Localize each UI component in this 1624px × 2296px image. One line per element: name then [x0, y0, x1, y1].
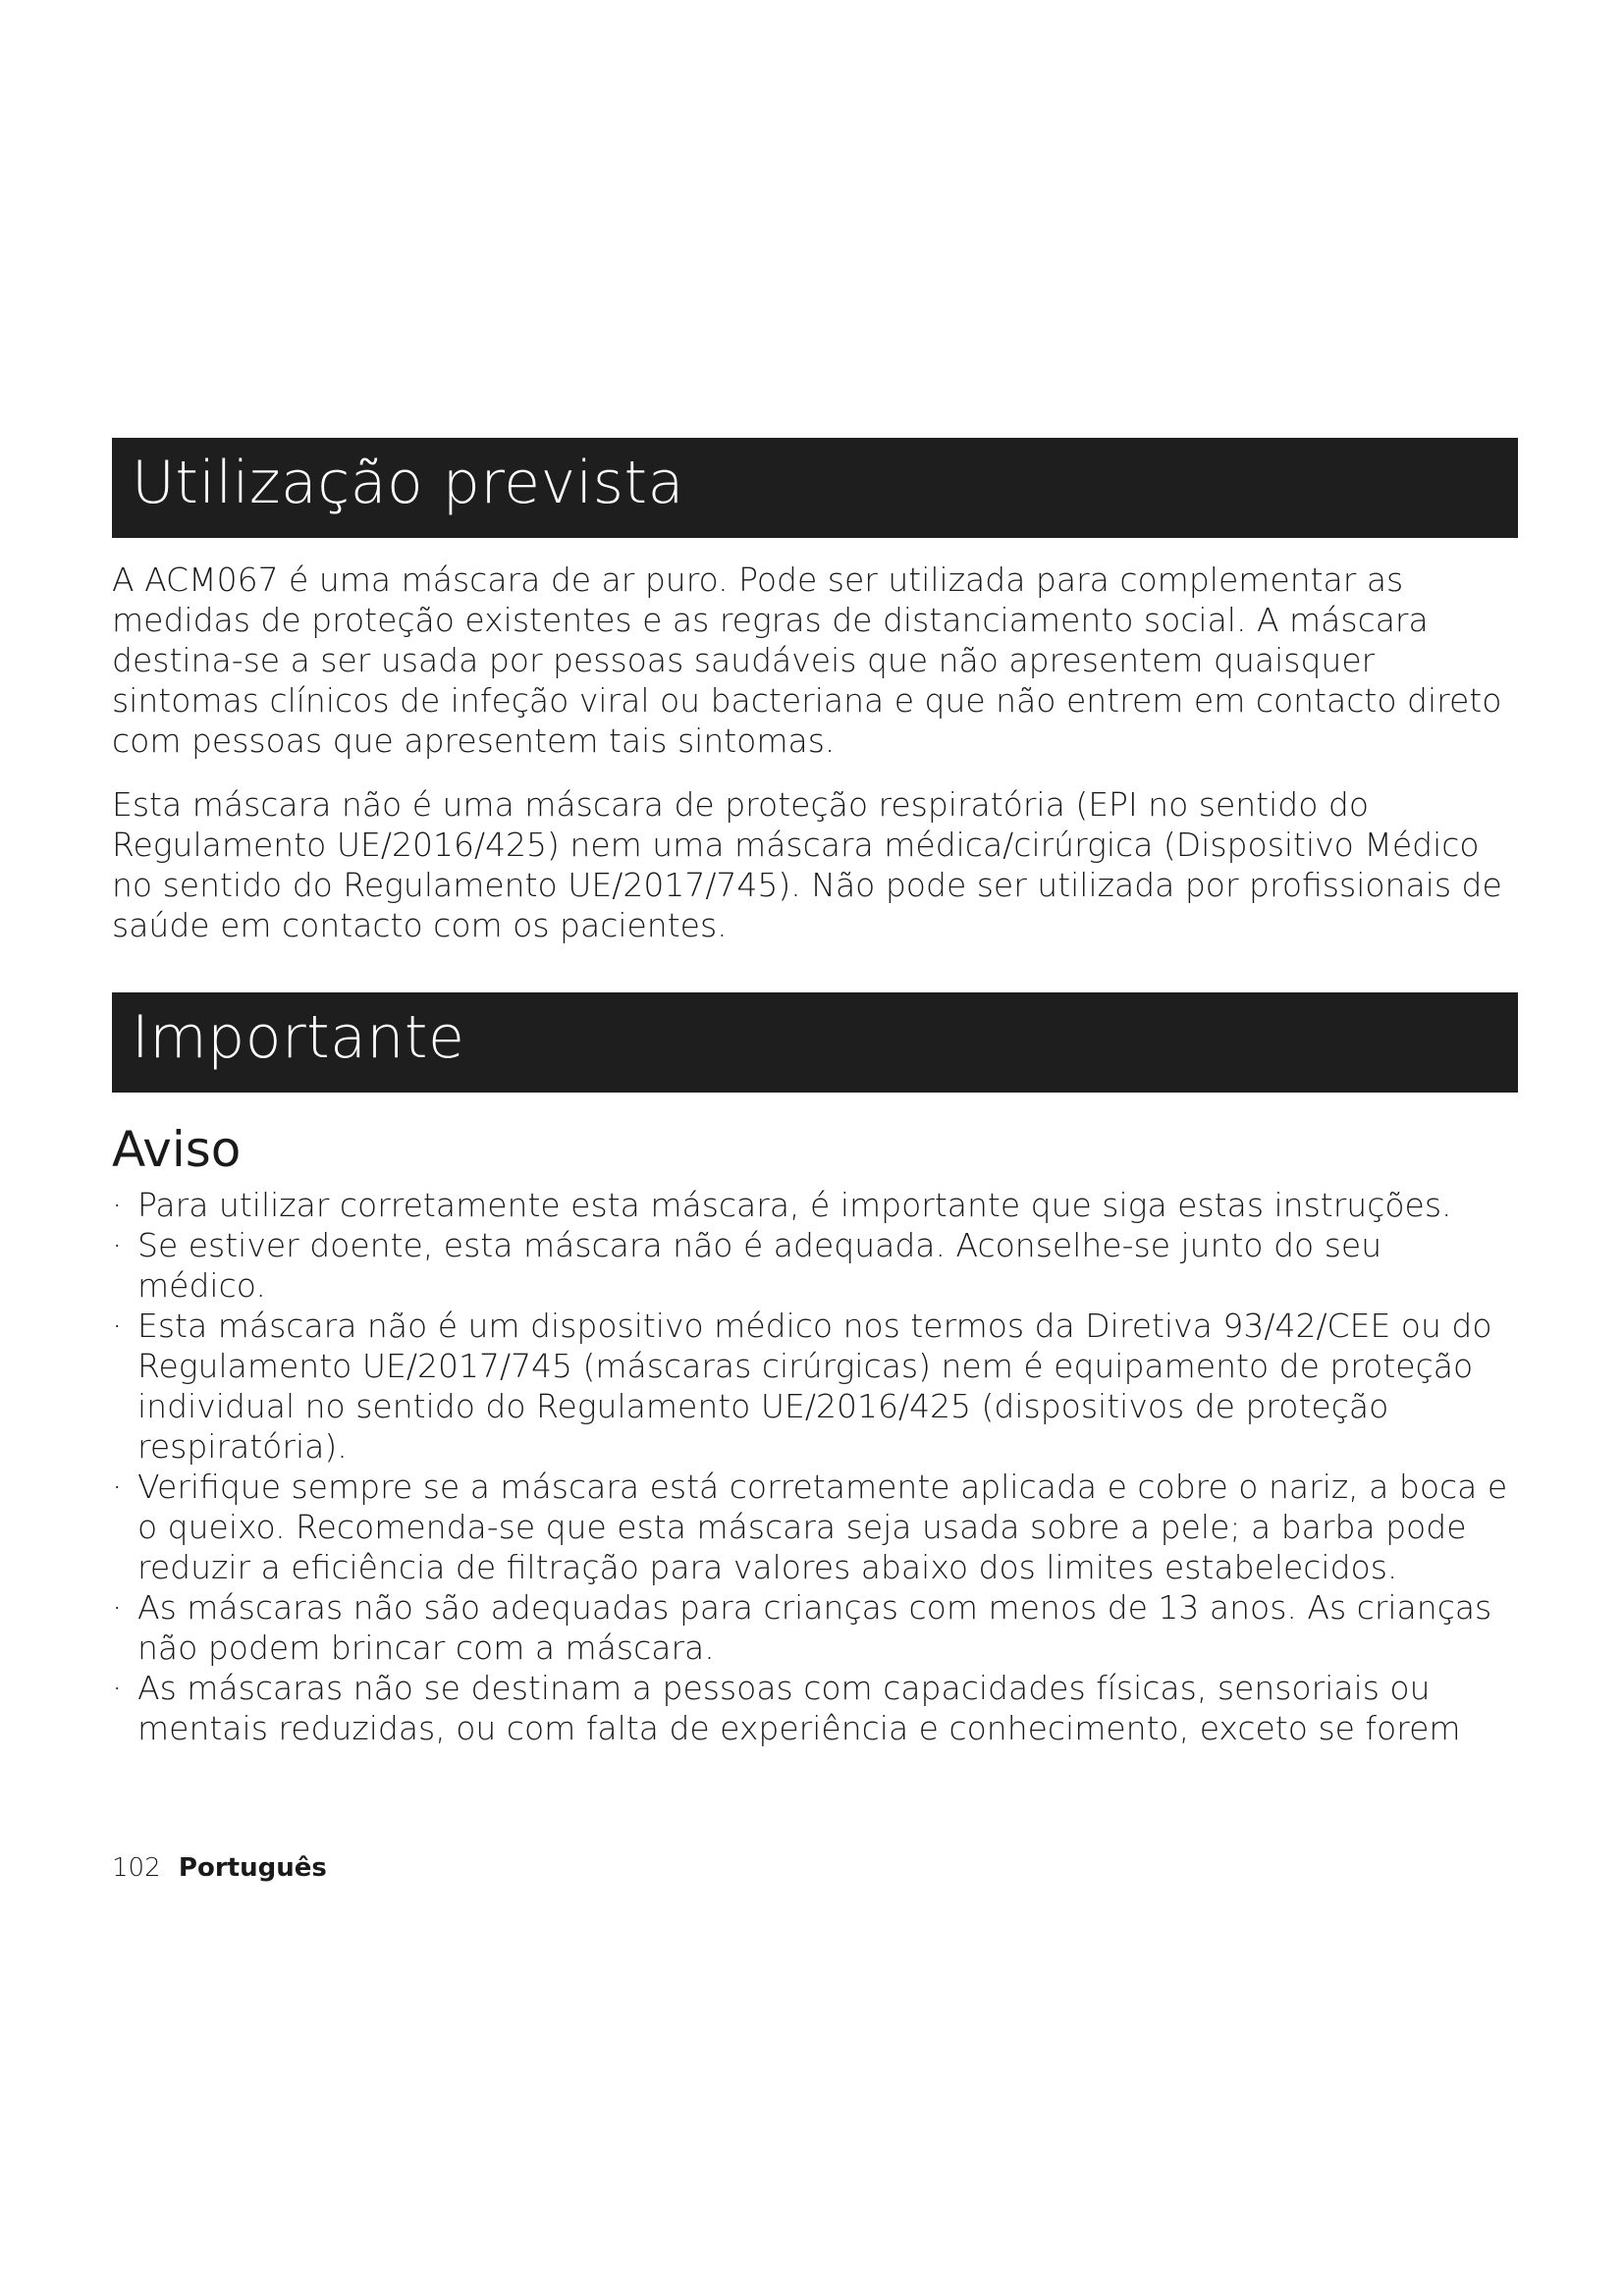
- intended-use-paragraph-1: A ACM067 é uma máscara de ar puro. Pode ser utilizada para complementar as medidas de proteção existentes e as regras de distanciamento social. A máscara destina-se a ser usada por pessoas saudáveis que não apresentem quaisquer sintomas clínicos de infeção viral ou bacteriana e que não entrem em contacto direto com pessoas que apresentem tais sintomas.: [112, 561, 1502, 760]
- warning-item-text: Verifique sempre se a máscara está corretamente aplicada e cobre o nariz, a boca e o queixo. Recomenda-se que esta máscara seja usada sobre a pele; a barba pode reduzir a eficiência de filtração para valores abaixo dos limites estabelecidos.: [137, 1468, 1508, 1586]
- warning-item: [112, 1668, 1518, 1748]
- section-heading-important: Importante: [112, 992, 1518, 1093]
- section-heading-intended-use: Utilização prevista: [112, 438, 1518, 538]
- warning-item-text: Se estiver doente, esta máscara não é adequada. Aconselhe-se junto do seu médico.: [137, 1226, 1382, 1305]
- bullet-icon: ·: [112, 1669, 123, 1707]
- intended-use-paragraph-2: Esta máscara não é uma máscara de proteção respiratória (EPI no sentido do Regulamento UE/2016/425) nem uma máscara médica/cirúrgica (Dispositivo Médico no sentido do Regulamento UE/2017/745). Não pode ser utilizada por profissionais de saúde em contacto com os pacientes.: [112, 785, 1502, 944]
- bullet-icon: ·: [112, 1588, 123, 1627]
- bullet-icon: ·: [112, 1186, 123, 1224]
- warning-list: [112, 1185, 1518, 1748]
- language-label: Português: [178, 1853, 327, 1883]
- warning-item: [112, 1306, 1518, 1467]
- bullet-icon: ·: [112, 1468, 123, 1506]
- bullet-icon: ·: [112, 1226, 123, 1264]
- warning-item-text: Esta máscara não é um dispositivo médico nos termos da Diretiva 93/42/CEE ou do Regulamento UE/2017/745 (máscaras cirúrgicas) nem é equipamento de proteção individual no sentido do Regulamento UE/2016/425 (dispositivos de proteção respiratória).: [137, 1307, 1492, 1466]
- page-number: 102: [112, 1853, 161, 1883]
- bullet-icon: ·: [112, 1307, 123, 1345]
- warning-item: [112, 1185, 1518, 1225]
- warning-item: [112, 1587, 1518, 1668]
- warning-item-text: Para utilizar corretamente esta máscara, é importante que siga estas instruções.: [137, 1186, 1452, 1224]
- warning-item: [112, 1467, 1518, 1587]
- warning-item: [112, 1225, 1518, 1306]
- page-footer: [112, 1853, 327, 1883]
- warning-item-text: As máscaras não são adequadas para crianças com menos de 13 anos. As crianças não podem brincar com a máscara.: [137, 1588, 1492, 1667]
- warning-subheading: Aviso: [112, 1121, 242, 1178]
- page-content: [112, 438, 1518, 1748]
- warning-item-text: As máscaras não se destinam a pessoas com capacidades físicas, sensoriais ou mentais reduzidas, ou com falta de experiência e conhecimento, exceto se forem: [137, 1669, 1461, 1747]
